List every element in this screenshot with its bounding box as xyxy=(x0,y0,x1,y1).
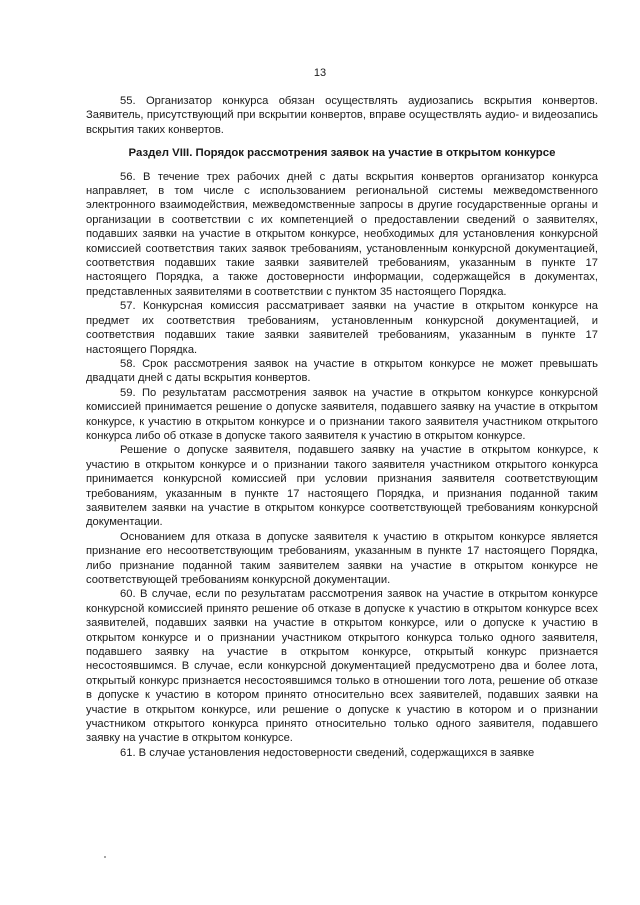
paragraph-59-admission: Решение о допуске заявителя, подавшего заявку на участие в открытом конкурсе, к участию в открытом конкурсе и о признании такого заявителя участником открытого конкурса принимается конкурсной комиссией при условии признания заявителя соответствующим требованиям, указанным в пункте 17 настоящего Порядка, и признания поданной таким заявителем заявки на участие в открытом конкурсе соответствующей требованиям конкурсной документации. xyxy=(86,444,598,529)
paragraph-59: 59. По результатам рассмотрения заявок на участие в открытом конкурсе конкурсной комиссией принимается решение о допуске заявителя, подавшего заявку на участие в открытом конкурсе, к участию в открытом конкурсе и о признании такого заявителя участником открытого конкурса либо об отказе в допуске такого заявителя к участию в открытом конкурсе. xyxy=(86,386,598,442)
paragraph-59-refusal: Основанием для отказа в допуске заявителя к участию в открытом конкурсе является признание его несоответствующим требованиям, указанным в пункте 17 настоящего Порядка, либо признание поданной таким заявителем заявки на участие в открытом конкурсе не соответствующей требованиям конкурсной документации. xyxy=(86,530,598,586)
paragraph-61: 61. В случае установления недостоверности сведений, содержащихся в заявке xyxy=(120,746,535,759)
paragraph-58: 58. Срок рассмотрения заявок на участие в открытом конкурсе не может превышать двадцати дней с даты вскрытия конвертов. xyxy=(86,357,598,385)
page-number: 13 xyxy=(313,67,327,79)
paragraph-57: 57. Конкурсная комиссия рассматривает заявки на участие в открытом конкурсе на предмет их соответствия требованиям, установленным конкурсной документацией, и соответствия подавших такие заявки заявителей требованиям, указанным в пункте 17 настоящего Порядка. xyxy=(86,300,598,356)
scan-speck xyxy=(104,856,106,858)
paragraph-60: 60. В случае, если по результатам рассмотрения заявок на участие в открытом конкурсе конкурсной комиссией принято решение об отказе в допуске к участию в открытом конкурсе всех заявителей, подавших заявки на участие в открытом конкурсе, или о допуске к участию в открытом конкурсе и о признании участником открытого конкурса только одного заявителя, подавшего заявку на участие в открытом конкурсе, открытый конкурс признается несостоявшимся. В случае, если конкурсной документацией предусмотрено два и более лота, открытый конкурс признается несостоявшимся только в отношении того лота, решение об отказе в допуске к участию в котором принято относительно всех заявителей, подавших заявки на участие в открытом конкурсе, или решение о допуске к участию в котором и о признании участником открытого конкурса принято относительно только одного заявителя, подавшего заявку на участие в открытом конкурсе. xyxy=(86,588,598,745)
paragraph-55: 55. Организатор конкурса обязан осуществлять аудиозапись вскрытия конвертов. Заявитель, присутствующий при вскрытии конвертов, вправе осуществлять аудио- и видеозапись вскрытия таких конвертов. xyxy=(86,95,598,136)
paragraph-56: 56. В течение трех рабочих дней с даты вскрытия конвертов организатор конкурса направляет, в том числе с использованием региональной системы межведомственного электронного взаимодействия, межведомственные запросы в другие государственные органы и организации в соответствии с их компетенцией о предоставлении сведений о заявителях, подавших заявки на участие в открытом конкурсе, необходимых для установления конкурсной комиссией соответствия таких заявок требованиям, установленным конкурсной документацией, соответствия подавших такие заявки заявителей требованиям, указанным в пункте 17 настоящего Порядка, а также достоверности информации, содержащейся в документах, представленных заявителями в соответствии с пунктом 35 настоящего Порядка. xyxy=(86,170,598,298)
page-body xyxy=(86,94,598,760)
section-heading: Раздел VIII. Порядок рассмотрения заявок на участие в открытом конкурсе xyxy=(128,147,556,160)
